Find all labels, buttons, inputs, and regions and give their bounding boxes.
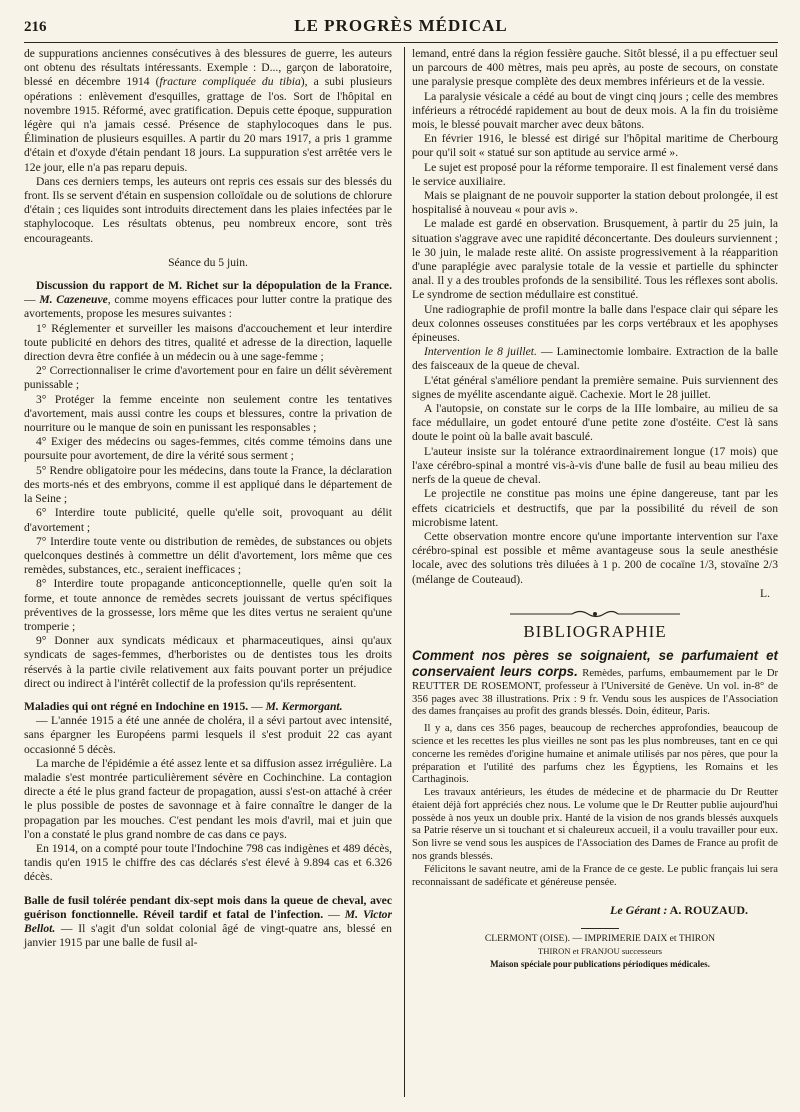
paragraph-text: de suppurations anciennes consécutives à des blessures de guerre, les auteurs ont obtenu des résultats intéressants. Exemple : D..., garçon de laboratoire, blessé en décembre 1914 ( — [24, 47, 392, 89]
right-column — [401, 47, 778, 970]
balle-text: — Il s'agit d'un soldat colonial âgé de vingt-quatre ans, blessé en janvier 1915 par une balle de fusil al- — [24, 921, 392, 950]
maladies-heading — [24, 700, 392, 714]
printer-imprint — [412, 928, 778, 971]
list-item: 8° Interdire toute propagande anticonceptionnelle, quelle qu'en soit la forme, et toute annonce de remèdes secrets jouissant de vertus spécifiques préventives de la grossesse, lors même que les dites vertus ne seraient qu'une tromperie ; — [24, 577, 392, 633]
paragraph: A l'autopsie, on constate sur le corps de la IIIe lombaire, au milieu de sa face médullaire, un godet entouré d'une petite zone d'ostéite. C'est là sans doute le point où la balle avait basculé. — [411, 402, 778, 444]
list-item: 1° Réglementer et surveiller les maisons d'accouchement et leur interdire toute publicité en dehors des titres, qualité et adresse de la direction, laquelle direction devra être confiée à un médecin ou à une sage-femme ; — [24, 321, 392, 364]
book-description: Remèdes, parfums, embaumement par le Dr REUTTER DE ROSEMONT, professeur à l'Université de Genève. Un vol. in-8° de 356 pages avec 38 illustrations. Prix : 9 fr. Vendu sous les auspices de l'Association des dames françaises au profit des grands blessés. Doin, éditeur, Paris. — [411, 667, 778, 718]
dash: — — [248, 699, 266, 713]
paragraph: lemand, entré dans la région fessière gauche. Sitôt blessé, il a pu effectuer seul un parcours de 400 mètres, mais peu après, au poste de secours, on constate une paralysie presque complète des deux membres inférieurs et de la vessie. — [411, 47, 778, 89]
list-item: 4° Exiger des médecins ou sages-femmes, cités comme témoins dans une poursuite pour avortement, de dire la vérité sous serment ; — [24, 435, 392, 463]
list-item: 7° Interdire toute vente ou distribution de remèdes, de substances ou objets quelconques destinés à commettre un délit d'avortement, lors même que ces remèdes, substances, etc., seraient inefficaces ; — [24, 534, 392, 577]
ornament-divider — [510, 609, 680, 619]
left-column — [24, 47, 401, 970]
intervention-label: Intervention le 8 juillet. — [423, 345, 537, 359]
paragraph — [24, 47, 392, 175]
maladies-title: Maladies qui ont régné en Indochine en 1915. — [24, 699, 249, 713]
list-item: 6° Interdire toute publicité, quelle qu'elle soit, provoquant au délit d'avortement ; — [24, 506, 392, 534]
balle-title: Balle de fusil tolérée pendant dix-sept mois dans la queue de cheval, avec guérison fonctionnelle. Réveil tardif et fatal de l'infection. — [24, 893, 392, 921]
bibliography-heading: BIBLIOGRAPHIE — [523, 621, 667, 641]
balle-paragraph — [24, 894, 392, 951]
maladies-author: M. Kermorgant. — [265, 699, 343, 713]
dash: — — [24, 293, 40, 307]
page-header — [24, 16, 778, 43]
printer-line: CLERMONT (OISE). — IMPRIMERIE DAIX et THIRON — [484, 932, 716, 944]
book-entry — [412, 649, 778, 719]
paragraph: Le malade est gardé en observation. Brusquement, à partir du 25 juin, la situation s'aggrave avec une rapidité déconcertante. Des douleurs surviennent ; le 30 juin, le malade reste alité. On assiste progressivement à la réapparition d'une paraplégie avec paralysie totale de la vessie et partielle du sphincter anal. Il y a des troubles profonds de la sensibilité. Tous les réflexes sont abolis. Le syndrome de section médullaire est constitué. — [411, 217, 778, 302]
paragraph: L'état général s'améliore pendant la première semaine. Puis surviennent des signes de myélite ascendante aiguë. Cachexie. Mort le 28 juillet. — [411, 373, 778, 401]
list-item: 2° Correctionnaliser le crime d'avortement pour en faire un délit sévèrement punissable ; — [24, 364, 392, 392]
discussion-author: M. Cazeneuve — [39, 293, 108, 307]
gerant-line — [412, 903, 778, 917]
review-paragraph: Il y a, dans ces 356 pages, beaucoup de recherches approfondies, beaucoup de science et les recettes les plus vieilles ne sont pas les plus nombreuses, tant en ce qui concerne les remèdes d'origine humaine et animale utilisés par nos pères, que pour la préparation et l'utilité des parfums chez les Égyptiens, les Romains et les Carthaginois. — [411, 723, 778, 786]
paragraph: Cette observation montre encore qu'une importante intervention sur l'axe cérébro-spinal est possible et même avantageuse sous la seule anesthésie locale, avec des solutions très diluées à 1 p. 200 de cocaïne 1/3, stovaïne 2/3 (mélange de Couteaud). — [411, 529, 778, 586]
successors-line: THIRON et FRANJOU successeurs — [538, 946, 662, 957]
list-item: 3° Protéger la femme enceinte non seulement contre les tentatives d'avortement, mais aussi contre les coups et blessures, contre la privation de nourriture ou le manque de soin en punissant les responsables ; — [24, 392, 392, 435]
paragraph: Dans ces derniers temps, les auteurs ont repris ces essais sur des blessés du front. Ils se servent d'étain en suspension colloïdale ou de solutions de chlorure d'étain ; ces liquides sont introduits directement dans les plaies infectées par le staphylocoque. Les résultats obtenus, peu nombreux encore, sont très encourageants. — [24, 174, 392, 245]
gerant-name: A. ROUZAUD. — [667, 903, 748, 918]
discussion-intro: , comme moyens efficaces pour lutter contre la pratique des avortements, propose les mesures suivantes : — [24, 293, 392, 321]
paragraph: Le sujet est proposé pour la réforme temporaire. Il est finalement versé dans le service auxiliaire. — [411, 160, 778, 188]
paragraph: En février 1916, le blessé est dirigé sur l'hôpital maritime de Cherbourg pour qu'il soit « statué sur son aptitude au service armé ». — [411, 132, 778, 160]
paragraph-text: ), a subi plusieurs opérations : enlèvement d'esquilles, grattage de l'os. Sort de l'hôpital en novembre 1915. Réformé, avec gratification. Depuis cette époque, suppuration légère qui n'a jamais cessé. Présence de staphylocoques dans le pus. Élimination de plusieurs esquilles. A partir du 20 mars 1917, a pris 1 gramme d'étain et d'oxyde d'étain pendant 18 jours. La suppuration s'est arrêtée vers le 12e jour, elle n'a pas reparu depuis. — [24, 75, 392, 174]
text-columns — [24, 47, 778, 970]
paragraph: — L'année 1915 a été une année de choléra, il a sévi partout avec intensité, sans épargner les Européens parmi lesquels il s'est produit 22 cas ayant occasionné 5 décès. — [24, 714, 392, 756]
paragraph: Une radiographie de profil montre la balle dans l'espace clair qui sépare les deux colonnes osseuses constituées par les corps vertébraux et les apophyses épineuses. — [411, 302, 778, 345]
dash: — — [323, 907, 345, 921]
imprint-rule — [581, 928, 619, 929]
list-item: 9° Donner aux syndicats médicaux et pharmaceutiques, ainsi qu'aux syndicats de sages-femmes, d'herboristes ou de dentistes tous les droits réservés à la partie civile relativement aux faits pouvant porter un préjudice direct ou indirect à l'intérêt collectif de la profession qu'ils représentent. — [24, 634, 392, 690]
list-item: 5° Rendre obligatoire pour les médecins, dans toute la France, la déclaration des morts-nés et des embryons, comme il est appliqué dans le département de la Seine ; — [24, 463, 392, 506]
paragraph: La paralysie vésicale a cédé au bout de vingt cinq jours ; celle des membres inférieurs a rétrocédé rapidement au bout de deux mois. A la fin du troisième mois, le blessé pouvait marcher avec deux bâtons. — [411, 89, 778, 132]
review-paragraph: Félicitons le savant neutre, ami de la France de ce geste. Le public français lui sera reconnaissant de sadéficate et généreuse pensée. — [411, 863, 778, 888]
journal-title: LE PROGRÈS MÉDICAL — [294, 16, 508, 35]
discussion-paragraph — [24, 279, 392, 322]
paragraph: Le projectile ne constitue pas moins une épine dangereuse, tant par les effets cicatriciels et destructifs, que par la possibilité du réveil de son microbisme latent. — [411, 487, 778, 529]
paragraph-text: — Laminectomie lombaire. Extraction de la balle des faisceaux de la queue de cheval. — [411, 345, 779, 373]
review-paragraph: Les travaux antérieurs, les études de médecine et de pharmacie du Dr Reutter étaient déjà fort appréciés chez nous. Le volume que le Dr Reutter publie aujourd'hui possède à nos yeux un double prix. Hanté de la vision de nos grands blessés auxquels sa Patrie réserve un si touchant et si chaleureux accueil, il a voulu travailler pour eux. Son livre se vend sous les auspices de l'Association des Dames de France au profit de nos grands blessés. — [411, 787, 778, 863]
session-date: Séance du 5 juin. — [168, 255, 248, 269]
book-title: Comment nos pères se soignaient, se parfumaient et conservaient leurs corps. — [411, 648, 778, 679]
paragraph — [412, 345, 778, 373]
gerant-label: Le Gérant : — [610, 903, 668, 918]
balle-author: M. Victor Bellot. — [24, 907, 392, 935]
paragraph: En 1914, on a compté pour toute l'Indochine 798 cas indigènes et 489 décès, tandis qu'en 1915 le chiffre des cas déclarés s'est élevé à 9.894 cas et 6.326 décès. — [24, 841, 392, 884]
page-number: 216 — [24, 19, 47, 35]
discussion-title: Discussion du rapport de M. Richet sur la dépopulation de la France. — [36, 279, 392, 293]
paragraph: La marche de l'épidémie a été assez lente et sa diffusion assez irrégulière. La maladie s'est montrée particulièrement sévère en Cochinchine. La contagion directe a été le plus grand facteur de propagation, aussi s'est-on attaché à créer le plus possible de postes de savonnage et à faire connaître le danger de la propagation par les mouches. C'est pendant les mois d'avril, mai et juin que l'on a constaté le plus grand nombre de cas dans ce pays. — [24, 756, 392, 841]
paragraph: L'auteur insiste sur la tolérance extraordinairement longue (17 mois) que l'axe cérébro-spinal a montré vis-à-vis d'une balle de fusil au beau milieu des nerfs de la queue de cheval. — [411, 444, 778, 487]
paragraph: Mais se plaignant de ne pouvoir supporter la station debout prolongée, il est hospitalisé à nouveau « pour avis ». — [411, 189, 778, 217]
paragraph-italic: fracture compliquée du tibia — [159, 75, 301, 89]
signature-initial: L. — [760, 586, 770, 600]
column-divider — [404, 47, 405, 1097]
specialty-line: Maison spéciale pour publications périodiques médicales. — [490, 958, 710, 969]
